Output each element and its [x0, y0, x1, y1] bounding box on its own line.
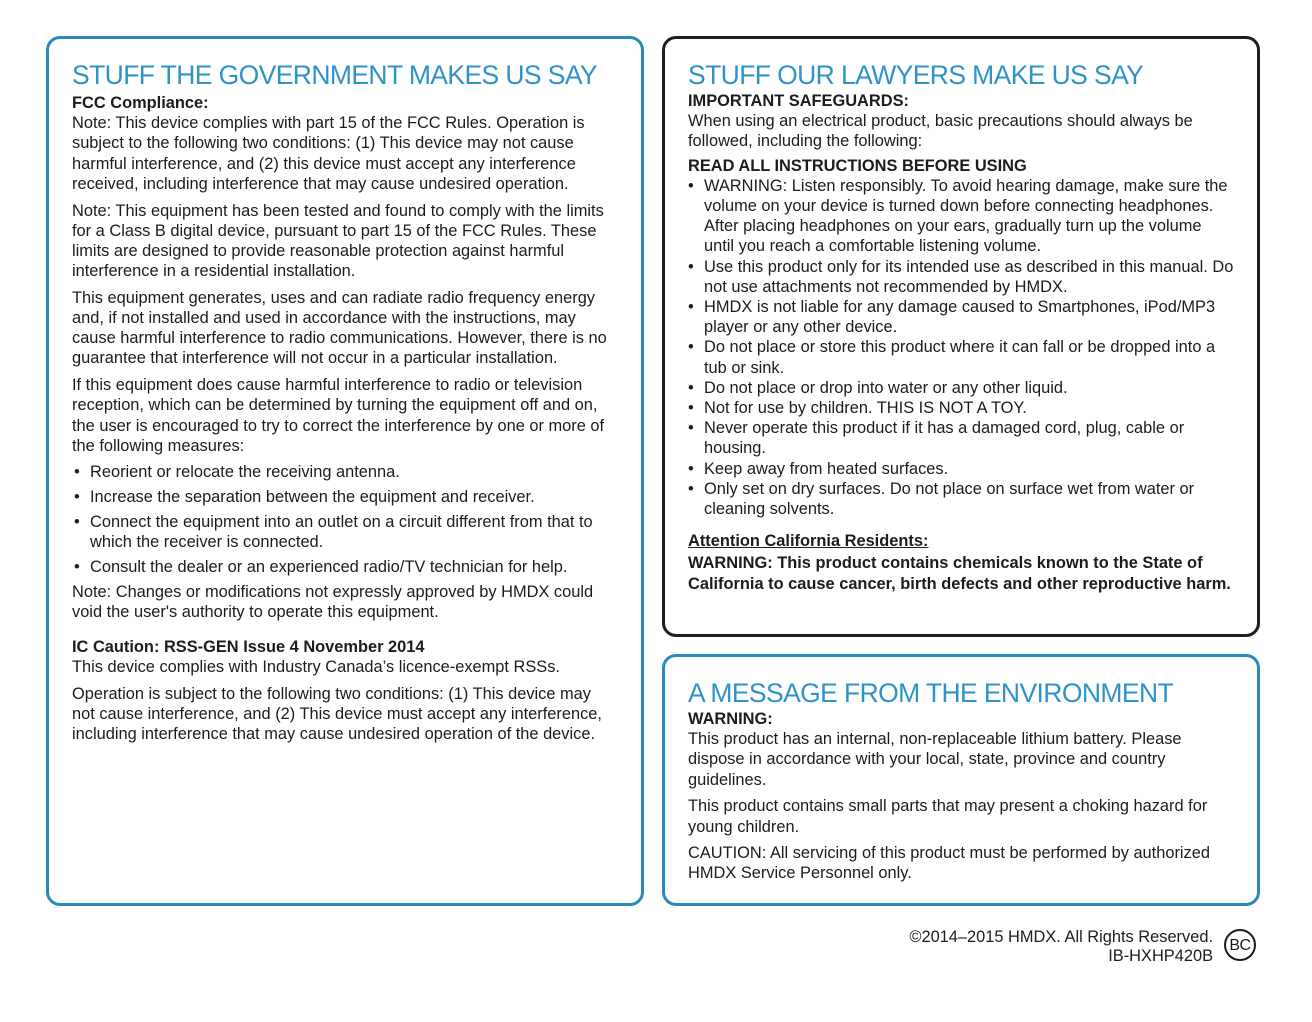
list-item: • Use this product only for its intended use as described in this manual. Do not use attachments not recommended by HMDX. [688, 257, 1234, 296]
list-item: • WARNING: Listen responsibly. To avoid hearing damage, make sure the volume on your device is turned down before connecting headphones. After placing headphones on your ears, gradually turn up the volume until you reach a comfortable listening volume. [688, 176, 1228, 256]
read-instructions-heading: READ ALL INSTRUCTIONS BEFORE USING [688, 156, 1027, 175]
safeguards-list [688, 176, 1234, 519]
government-section [46, 36, 644, 906]
fcc-paragraph-3: This equipment generates, uses and can radiate radio frequency energy and, if not installed and used in accordance with the instructions, may cause harmful interference to radio communications. However, there is no guarantee that interference will not occur in a particular installation. [72, 288, 607, 368]
fcc-paragraph-2: Note: This equipment has been tested and found to comply with the limits for a Class B digital device, pursuant to part 15 of the FCC Rules. These limits are designed to provide reasonable protection against harmful interference in a residential installation. [72, 201, 604, 281]
safeguards-text: When using an electrical product, basic precautions should always be followed, including the following: [688, 112, 1193, 151]
list-item: • Reorient or relocate the receiving antenna. [74, 463, 400, 482]
list-item: • Do not place or drop into water or any other liquid. [688, 378, 1068, 397]
fcc-heading: FCC Compliance: [72, 94, 209, 112]
environment-paragraph-2: This product contains small parts that may present a choking hazard for young children. [688, 797, 1208, 836]
california-warning: WARNING: This product contains chemicals known to the State of California to cause cancer, birth defects and other reproductive harm. [688, 554, 1231, 593]
footer [909, 928, 1213, 966]
environment-title: A MESSAGE FROM THE ENVIRONMENT [688, 678, 1174, 708]
government-title: STUFF THE GOVERNMENT MAKES US SAY [72, 60, 598, 90]
list-item: • Increase the separation between the equipment and receiver. [74, 488, 535, 507]
list-item: • Keep away from heated surfaces. [688, 459, 949, 478]
document-code: IB-HXHP420B [1108, 947, 1213, 965]
list-item: • Never operate this product if it has a damaged cord, plug, cable or housing. [688, 419, 1185, 458]
environment-warning-heading: WARNING: [688, 710, 773, 728]
bc-badge-icon: BC [1224, 929, 1256, 961]
lawyers-title: STUFF OUR LAWYERS MAKE US SAY [688, 60, 1144, 90]
fcc-paragraph-4: If this equipment does cause harmful interference to radio or television reception, which can be determined by turning the equipment off and on, the user is encouraged to try to correct the interference by one or more of the following measures: [72, 376, 605, 455]
measures-list [72, 462, 618, 577]
ic-heading: IC Caution: RSS-GEN Issue 4 November 2014 [72, 637, 425, 656]
fcc-note: Note: Changes or modifications not expressly approved by HMDX could void the user's authority to operate this equipment. [72, 583, 594, 622]
list-item: • Only set on dry surfaces. Do not place on surface wet from water or cleaning solvents. [688, 479, 1195, 519]
environment-section [662, 654, 1260, 906]
fcc-paragraph-1: Note: This device complies with part 15 of the FCC Rules. Operation is subject to the following two conditions: (1) This device may not cause harmful interference, and (2) this device must accept any interference received, including interference that may cause undesired operation. [72, 114, 585, 193]
environment-paragraph-3: CAUTION: All servicing of this product must be performed by authorized HMDX Service Personnel only. [688, 844, 1210, 883]
environment-paragraph-1: This product has an internal, non-replaceable lithium battery. Please dispose in accordance with your local, state, province and country guidelines. [688, 730, 1182, 789]
lawyers-section [662, 36, 1260, 637]
safeguards-heading: IMPORTANT SAFEGUARDS: [688, 92, 909, 110]
list-item: • Do not place or store this product where it can fall or be dropped into a tub or sink. [688, 338, 1216, 377]
list-item: • Not for use by children. THIS IS NOT A TOY. [688, 399, 1027, 418]
ic-paragraph-2: Operation is subject to the following two conditions: (1) This device may not cause interference, and (2) This device must accept any interference, including interference that may cause undesired operation of the device. [72, 684, 602, 743]
ic-paragraph-1: This device complies with Industry Canada’s licence-exempt RSSs. [72, 657, 560, 676]
list-item: • HMDX is not liable for any damage caused to Smartphones, iPod/MP3 player or any other device. [688, 298, 1216, 337]
list-item: • Connect the equipment into an outlet on a circuit different from that to which the receiver is connected. [74, 513, 593, 552]
list-item: • Consult the dealer or an experienced radio/TV technician for help. [74, 558, 568, 577]
california-heading: Attention California Residents: [688, 532, 929, 551]
copyright-text: ©2014–2015 HMDX. All Rights Reserved. [909, 928, 1213, 946]
